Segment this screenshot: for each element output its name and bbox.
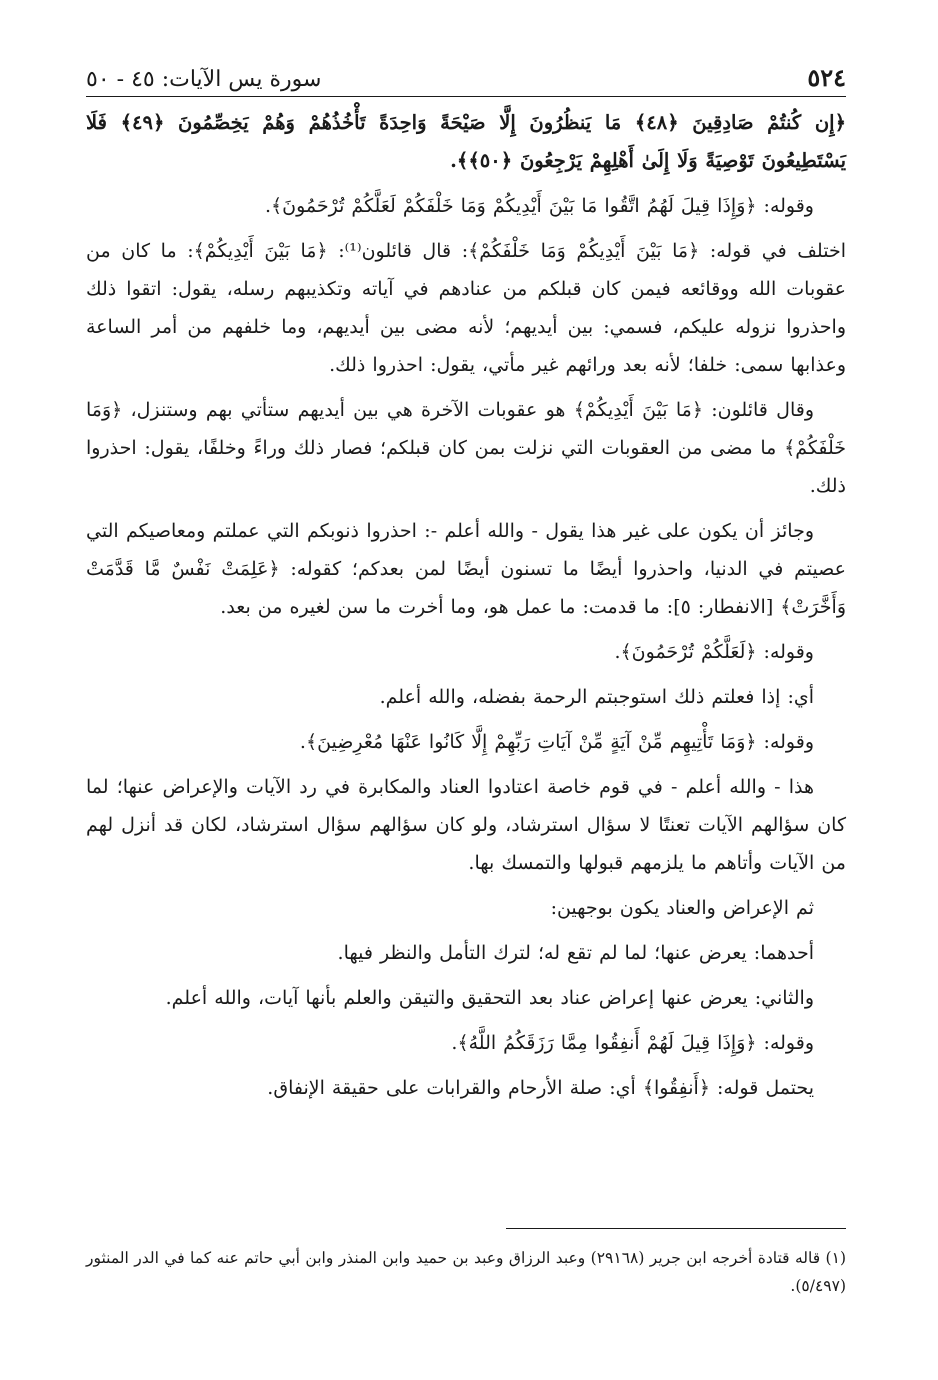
paragraph: والثاني: يعرض عنها إعراض عناد بعد التحقيق والتيقن والعلم بأنها آيات، والله أعلم. — [165, 987, 814, 1009]
paragraph: وجائز أن يكون على غير هذا يقول - والله أعلم -: احذروا ذنوبكم التي عملتم ومعاصيكم التي عصيتم في الدنيا، واحذروا أيضًا ما تسنون أيضًا لمن بعدكم؛ كقوله: ﴿عَلِمَتْ نَفْسٌ مَّا قَدَّمَتْ وَأَخَّرَتْ﴾ [الانفطار: ٥]: ما قدمت: ما عمل هو، وما أخرت ما سن لغيره من بعد. — [86, 520, 846, 618]
paragraph: ثم الإعراض والعناد يكون بوجهين: — [550, 897, 814, 919]
paragraph: وقوله: ﴿وَإِذَا قِيلَ لَهُمْ أَنفِقُوا مِمَّا رَزَقَكُمُ اللَّهُ﴾. — [451, 1032, 814, 1054]
footnote: (١) قاله قتادة أخرجه ابن جرير (٢٩١٦٨) وعبد الرزاق وعبد بن حميد وابن المنذر وابن أبي حاتم عنه كما في الدر المنثور (٥/٤٩٧). — [86, 1249, 846, 1295]
paragraph: يحتمل قوله: ﴿أَنفِقُوا﴾ أي: صلة الأرحام والقرابات على حقيقة الإنفاق. — [267, 1077, 814, 1099]
paragraph: هذا - والله أعلم - في قوم خاصة اعتادوا العناد والمكابرة في رد الآيات والإعراض عنها؛ لما كان سؤالهم الآيات تعنتًا لا سؤال استرشاد، ولو كان سؤالهم سؤال استرشاد، لكان قد أنزل لهم من الآيات وأتاهم ما يلزمهم قبولها والتمسك بها. — [86, 776, 846, 874]
page-header — [86, 50, 846, 97]
footnote-separator — [506, 1228, 846, 1229]
quran-verses-paragraph: ﴿إِن كُنتُمْ صَادِقِينَ ﴿٤٨﴾ مَا يَنظُرُونَ إِلَّا صَيْحَةً وَاحِدَةً تَأْخُذُهُمْ وَهُمْ يَخِصِّمُونَ ﴿٤٩﴾ فَلَا يَسْتَطِيعُونَ تَوْصِيَةً وَلَا إِلَىٰ أَهْلِهِمْ يَرْجِعُونَ ﴿٥٠﴾﴾. — [86, 111, 847, 172]
paragraph: وقال قائلون: ﴿مَا بَيْنَ أَيْدِيكُمْ﴾ هو عقوبات الآخرة هي بين أيديهم ستأتي بهم وستنزل، ﴿وَمَا خَلْفَكُمْ﴾ ما مضى من العقوبات التي نزلت بمن كان قبلكم؛ فصار ذلك وراءً وخلفًا، يقول: احذروا ذلك. — [86, 399, 846, 497]
paragraph: وقوله: ﴿وَإِذَا قِيلَ لَهُمُ اتَّقُوا مَا بَيْنَ أَيْدِيكُمْ وَمَا خَلْفَكُمْ لَعَلَّكُمْ تُرْحَمُونَ﴾. — [264, 195, 814, 217]
paragraph: وقوله: ﴿لَعَلَّكُمْ تُرْحَمُونَ﴾. — [614, 641, 814, 663]
paragraph: أحدهما: يعرض عنها؛ لما لم تقع له؛ لترك التأمل والنظر فيها. — [337, 942, 814, 964]
paragraph: اختلف في قوله: ﴿مَا بَيْنَ أَيْدِيكُمْ وَمَا خَلْفَكُمْ﴾: قال قائلون⁽¹⁾: ﴿مَا بَيْنَ أَيْدِيكُمْ﴾: ما كان من عقوبات الله ووقائعه فيمن كان قبلكم من عنادهم في آياته وتكذيبهم رسله، يقول: اتقوا ذلك واحذروا نزوله عليكم، فسمي: بين أيديهم؛ لأنه مضى بين أيديهم، وما خلفهم من أمر الساعة وعذابها سمى: خلفا؛ لأنه بعد ورائهم غير مأتي، يقول: احذروا ذلك. — [86, 240, 846, 376]
paragraph: وقوله: ﴿وَمَا تَأْتِيهِم مِّنْ آيَةٍ مِّنْ آيَاتِ رَبِّهِمْ إِلَّا كَانُوا عَنْهَا مُعْرِضِينَ﴾. — [299, 731, 814, 753]
page-number: ٥٢٤ — [807, 63, 846, 92]
paragraph: أي: إذا فعلتم ذلك استوجبتم الرحمة بفضله، والله أعلم. — [379, 686, 814, 708]
main-text — [86, 104, 846, 1114]
running-title: سورة يس الآيات: ٤٥ - ٥٠ — [86, 67, 322, 92]
